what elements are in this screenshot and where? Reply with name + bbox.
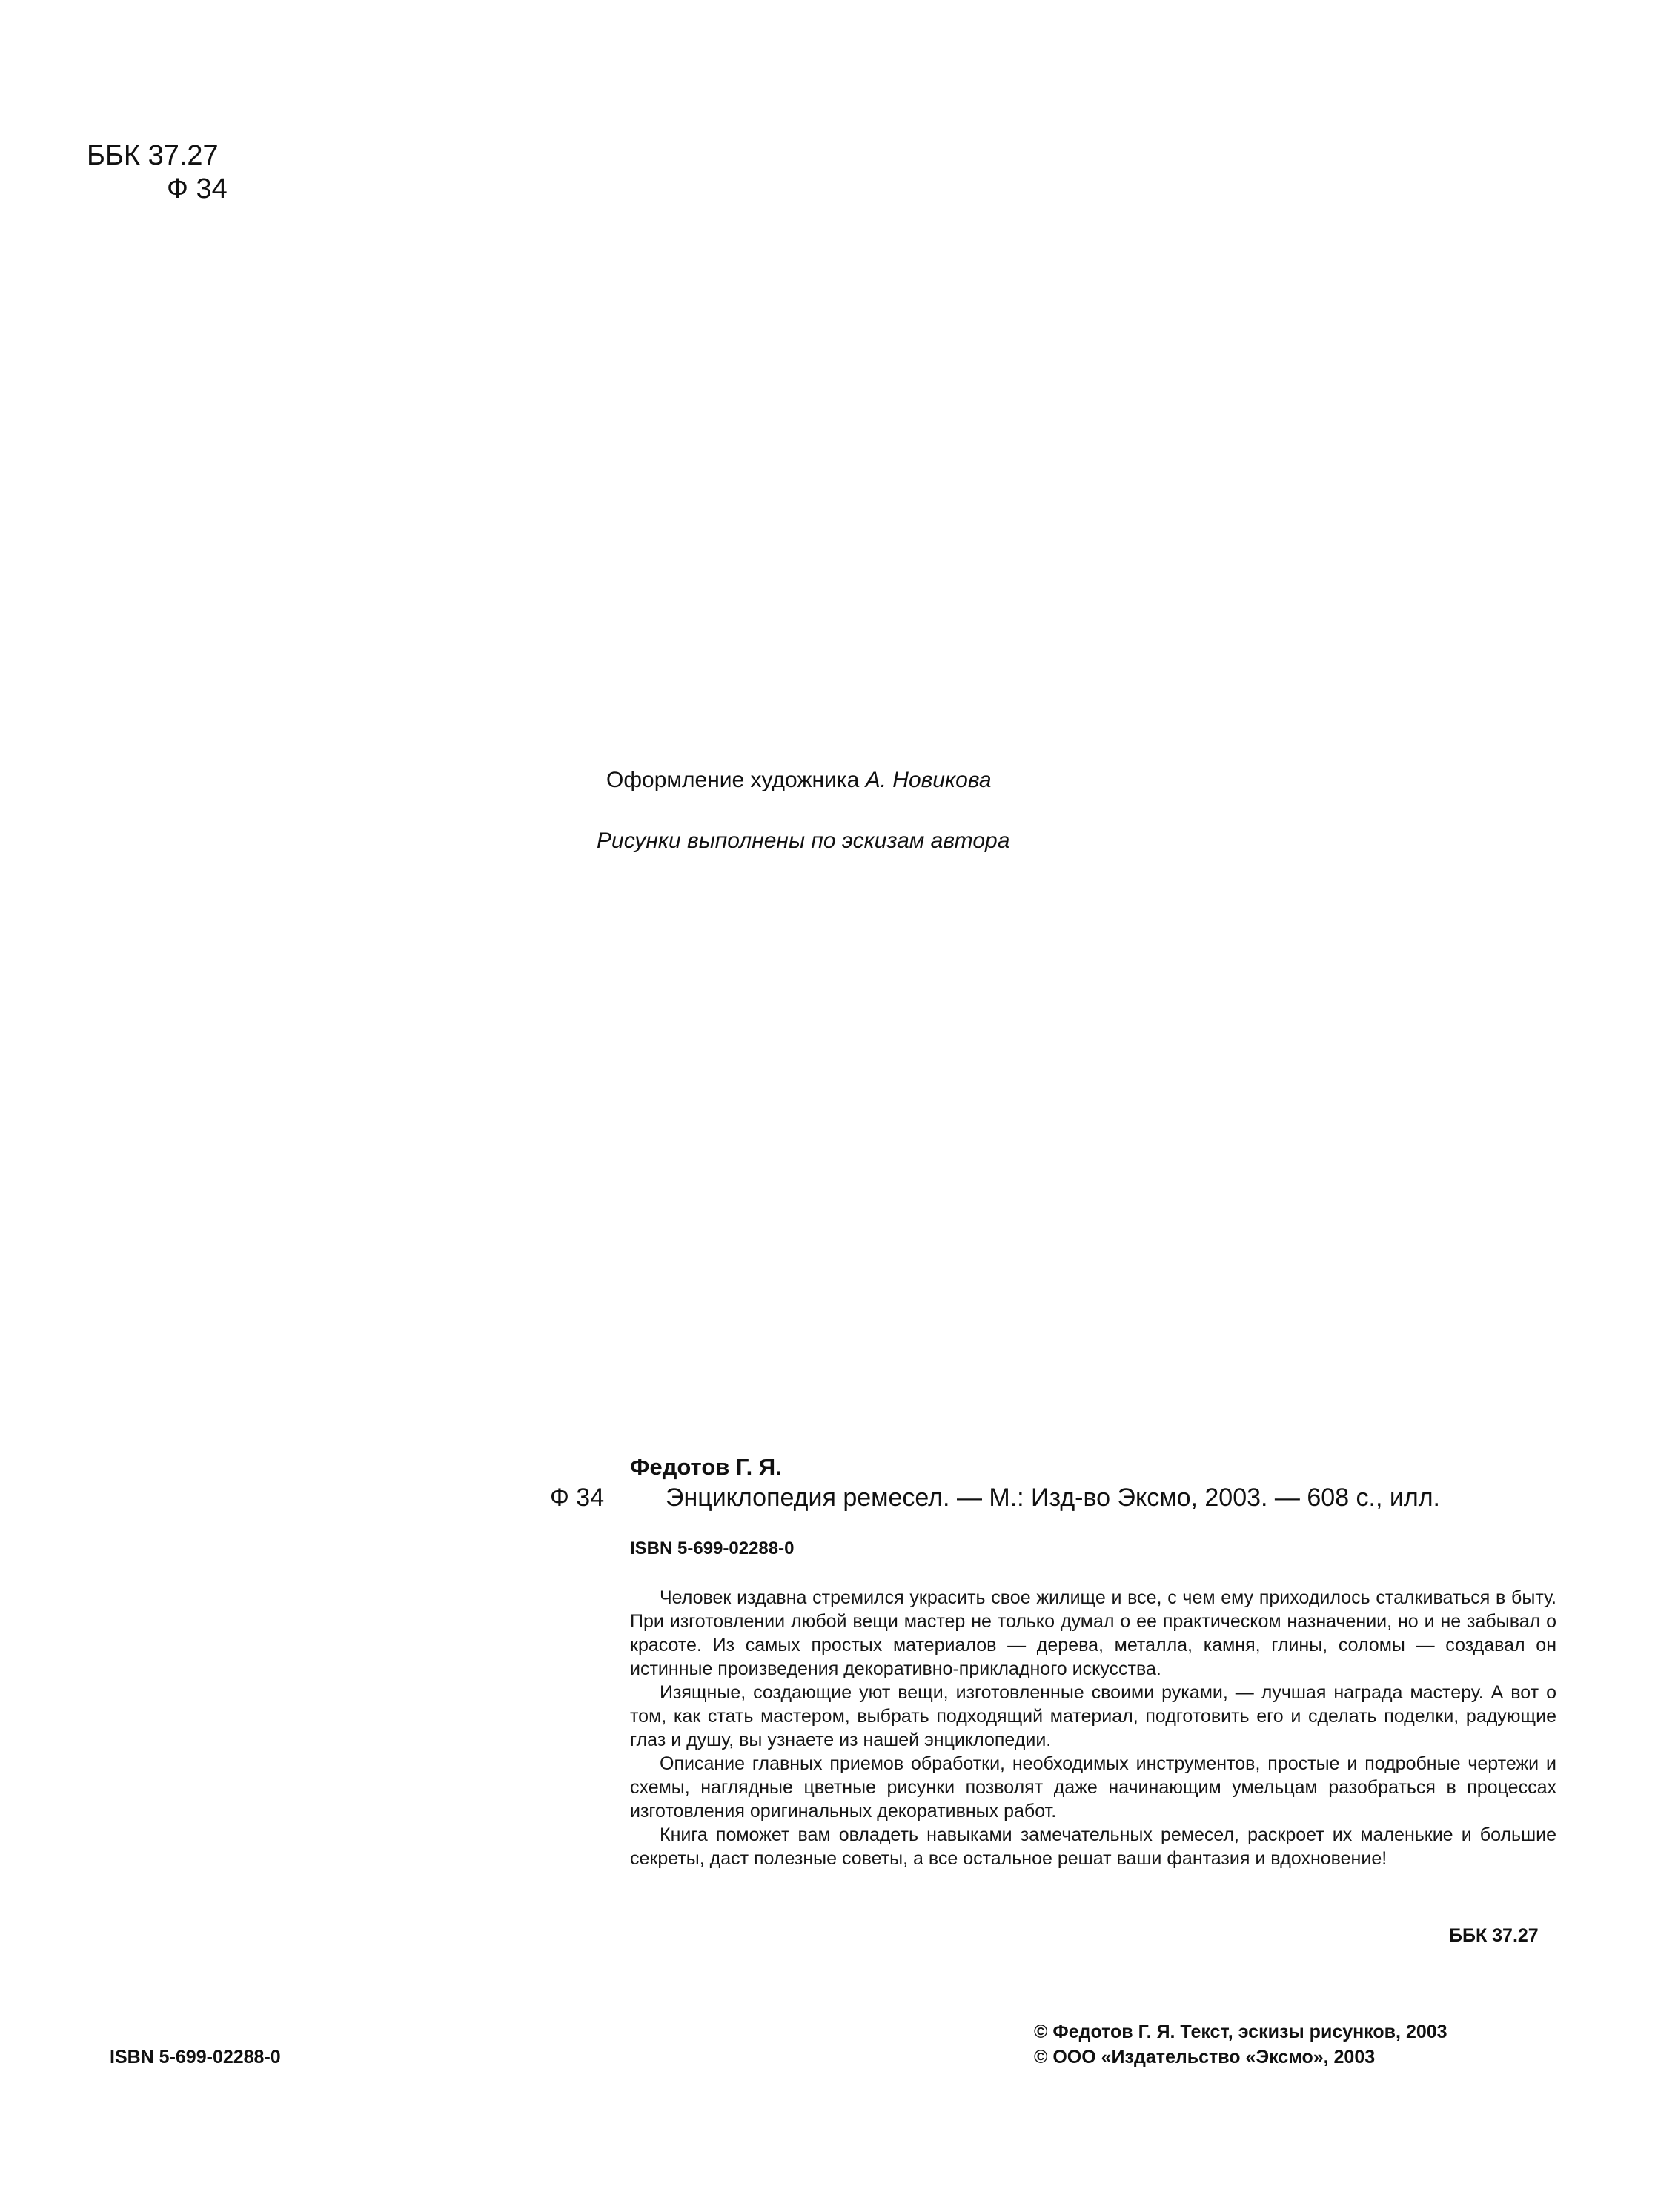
catalog-author-mark: Ф 34 xyxy=(550,1484,605,1512)
author-mark-top: Ф 34 xyxy=(167,173,228,205)
copyright-line: © ООО «Издательство «Эксмо», 2003 xyxy=(1034,2047,1376,2067)
annotation-paragraph: Книга поможет вам овладеть навыками замечательных ремесел, раскроет их маленькие и большие секреты, даст полезные советы, а все остальное решат ваши фантазия и вдохновение! xyxy=(630,1824,1556,1869)
catalog-isbn: ISBN 5-699-02288-0 xyxy=(630,1538,795,1558)
copyright-line: © Федотов Г. Я. Текст, эскизы рисунков, 2003 xyxy=(1034,2022,1447,2042)
copyright-block xyxy=(1034,2019,1447,2070)
drawings-note: Рисунки выполнены по эскизам автора xyxy=(597,828,1010,853)
design-credit-prefix: Оформление художника xyxy=(606,768,860,792)
annotation-paragraph: Изящные, создающие уют вещи, изготовленные своими руками, — лучшая награда мастеру. А вот о том, как стать мастером, выбрать подходящий материал, подготовить его и сделать поделки, радующие глаз и душу, вы узнаете из нашей энциклопедии. xyxy=(630,1682,1556,1750)
bbk-code-top: ББК 37.27 xyxy=(87,140,219,171)
annotation-paragraph: Описание главных приемов обработки, необходимых инструментов, простые и подробные чертежи и схемы, наглядные цветные рисунки позволят даже начинающим умельцам разобраться в процессах изготовления оригинальных декоративных работ. xyxy=(630,1753,1556,1821)
design-credit-artist: А. Новикова xyxy=(865,768,992,792)
catalog-bbk: ББК 37.27 xyxy=(1449,1925,1539,1946)
design-credit xyxy=(606,768,992,793)
annotation-paragraph: Человек издавна стремился украсить свое жилище и все, с чем ему приходилось сталкиваться в быту. При изготовлении любой вещи мастер не только думал о ее практическом назначении, но и не забывал о красоте. Из самых простых материалов — дерева, металла, камня, глины, соломы — создавал он истинные произведения декоративно-прикладного искусства. xyxy=(630,1587,1556,1679)
catalog-author: Федотов Г. Я. xyxy=(630,1454,782,1480)
bibliographic-entry: Энциклопедия ремесел. — М.: Изд-во Эксмо, 2003. — 608 с., илл. xyxy=(666,1484,1441,1512)
annotation xyxy=(630,1586,1556,1870)
footer-isbn: ISBN 5-699-02288-0 xyxy=(110,2047,281,2067)
